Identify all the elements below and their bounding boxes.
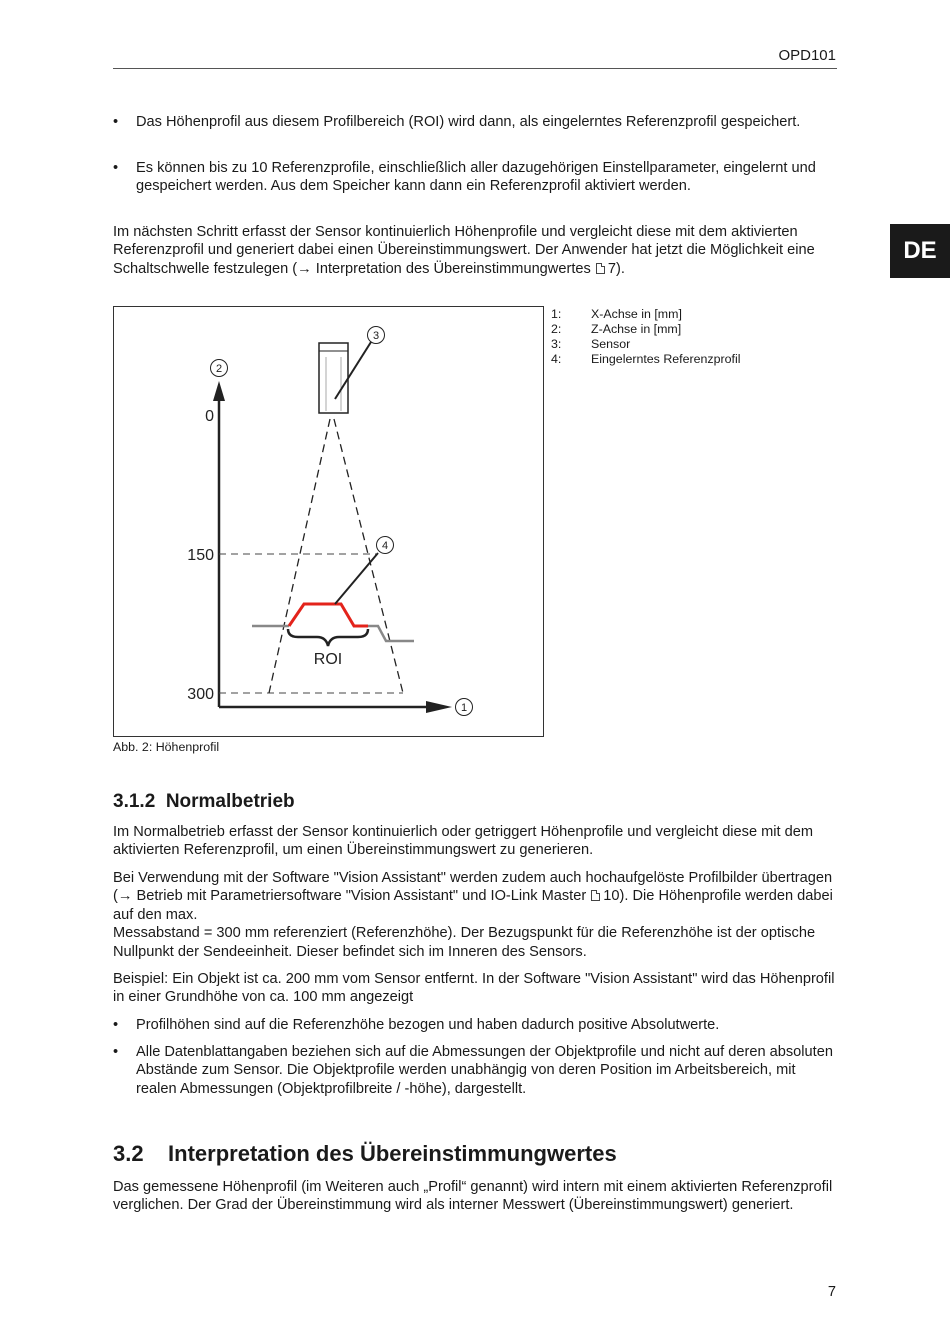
language-tab: DE — [890, 224, 950, 278]
callout-marker — [456, 699, 473, 716]
paragraph-text: Die Höhenprofile werden dabei auf den max. — [113, 888, 833, 923]
bullet-icon: • — [113, 1017, 119, 1033]
figure-caption: Abb. 2: Höhenprofil — [113, 740, 220, 754]
figure-legend-item — [551, 322, 681, 337]
legend-label: Sensor — [591, 337, 631, 351]
list-item-text: Es können bis zu 10 Referenzprofile, einschließlich aller dazugehörigen Einstellparameter, eingelernt und gespeichert werden. Aus dem Speicher kann dann ein Referenzprofil aktiviert werden. — [136, 160, 816, 195]
page-number: 7 — [827, 1284, 836, 1300]
beam-right-edge — [334, 419, 403, 693]
list-item-text: Profilhöhen sind auf die Referenzhöhe bezogen und haben dadurch positive Absolutwerte. — [136, 1017, 720, 1033]
bullet-icon: • — [113, 1044, 119, 1060]
svg-text:1: 1 — [460, 702, 468, 714]
x-axis-arrowhead — [426, 701, 452, 713]
list-item — [113, 159, 835, 196]
legend-number: 2: — [551, 322, 562, 336]
sensor-icon — [319, 343, 348, 413]
bullet-icon: • — [113, 114, 119, 130]
svg-text:3: 3 — [372, 330, 380, 342]
figure-frame — [113, 306, 544, 737]
figure-legend-item — [551, 307, 682, 322]
page-reference[interactable]: 7). — [607, 260, 625, 277]
legend-number: 4: — [551, 352, 562, 366]
reference-profile — [289, 604, 368, 626]
paragraph: Das gemessene Höhenprofil (im Weiteren auch „Profil“ genannt) wird intern mit einem aktivierten Referenzprofil verglichen. Der Grad der Übereinstimmung wird als interner Messwert (Übereinstimmungswert) generiert. — [113, 1179, 833, 1214]
z-axis-arrowhead — [213, 381, 225, 401]
list-item-text: Das Höhenprofil aus diesem Profilbereich (ROI) wird dann, als eingelerntes Referenzprofil gespeichert. — [136, 114, 801, 130]
svg-text:4: 4 — [381, 540, 389, 552]
legend-label: X-Achse in [mm] — [591, 307, 682, 321]
legend-number: 3: — [551, 337, 562, 351]
paragraph: Beispiel: Ein Objekt ist ca. 200 mm vom Sensor entfernt. In der Software "Vision Assistant" wird das Höhenprofil in einer Grundhöhe von ca. 100 mm angezeigt — [113, 971, 835, 1006]
callout-marker — [211, 360, 228, 377]
callout-line-reference — [335, 553, 378, 604]
figure-legend-item — [551, 352, 740, 367]
list-item — [113, 1043, 835, 1098]
list-item-text: Alle Datenblattangaben beziehen sich auf die Abmessungen der Objektprofile und nicht auf deren absoluten Abstände zum Sensor. Die Objektprofile werden unabhängig von deren Position im Arbeitsbereich, mit realen Abmessungen (Objektprofilbreite / -höhe), dargestellt. — [136, 1044, 833, 1097]
paragraph-text: Im nächsten Schritt erfasst der Sensor kontinuierlich Höhenprofile und vergleicht diese mit dem aktivierten Referenzprofil und generiert dabei einen Übereinstimmungswert. Der Anwender hat jetzt die Möglichkeit eine Schaltschwelle festzulegen — [113, 224, 815, 277]
bullet-icon: • — [113, 160, 119, 176]
page-reference-icon — [591, 890, 600, 901]
list-item — [113, 113, 835, 131]
callout-marker — [368, 327, 385, 344]
paragraph: Im Normalbetrieb erfasst der Sensor kontinuierlich oder getriggert Höhenprofile und vergleicht diese mit dem aktivierten Referenzprofil, um einen Übereinstimmungswert zu generieren. — [113, 824, 814, 859]
section-heading: 3.2 Interpretation des Übereinstimmungwertes — [113, 1141, 617, 1166]
cross-reference-link[interactable]: (→ Interpretation des Übereinstimmungwertes — [292, 260, 591, 277]
legend-label: Eingelerntes Referenzprofil — [591, 352, 741, 366]
legend-label: Z-Achse in [mm] — [591, 322, 682, 336]
roi-label: ROI — [313, 651, 343, 668]
cross-reference-link[interactable]: (→ Betrieb mit Parametriersoftware "Vision Assistant" und IO-Link Master — [113, 888, 587, 905]
callout-marker — [377, 537, 394, 554]
intro-paragraph — [113, 223, 835, 278]
y-tick-label: 300 — [187, 686, 214, 703]
figure-legend-item — [551, 337, 630, 352]
page-reference[interactable]: 10). — [603, 888, 629, 905]
y-tick-label: 0 — [205, 408, 214, 425]
document-title: OPD101 — [778, 47, 836, 64]
svg-text:2: 2 — [215, 363, 223, 375]
paragraph-text: Messabstand = 300 mm referenziert (Referenzhöhe). Der Bezugspunkt für die Referenzhöhe ist der optische Nullpunkt der Sendeeinheit. Dieser befindet sich im Inneren des Sensors. — [113, 925, 816, 960]
paragraph — [113, 869, 835, 961]
height-profile-diagram — [114, 307, 543, 736]
y-tick-label: 150 — [187, 547, 214, 564]
roi-brace — [288, 629, 368, 646]
paragraph-text: Bei Verwendung mit der Software "Vision Assistant" werden zudem auch hochaufgelöste Profilbilder übertragen — [113, 870, 833, 886]
list-item — [113, 1016, 835, 1034]
header-divider — [113, 68, 837, 69]
page-reference-icon — [596, 263, 605, 274]
legend-number: 1: — [551, 307, 562, 321]
baseline-profile-right — [368, 626, 414, 641]
section-heading: 3.1.2 Normalbetrieb — [113, 791, 295, 812]
